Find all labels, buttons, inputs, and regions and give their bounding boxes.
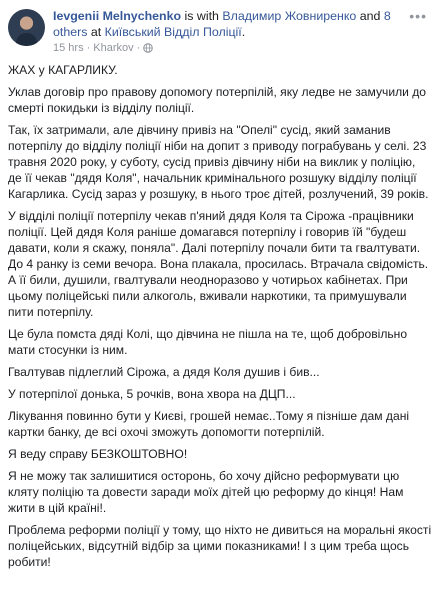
timestamp-link[interactable]: 15 hrs xyxy=(53,42,84,54)
period-text: . xyxy=(241,25,246,39)
globe-icon[interactable] xyxy=(143,43,153,53)
meta-separator-2: · xyxy=(136,42,141,54)
others-link[interactable]: 8 others xyxy=(53,9,391,39)
with-text: is with xyxy=(181,9,223,23)
post-header xyxy=(0,0,436,54)
post-paragraph: Так, їх затримали, але дівчину привіз на "Опелі" сусід, який заманив потерпілу до відділу поліції ніби на допит з приводу пограбувань у селі. 23 травня 2020 року, у суботу, сусід привіз дівчину ніби на виклик у поліцію, де її чекав "дядя Коля", начальник кримінального розшуку відділу поліції Кагарлика. Сусід зараз у розшуку, в нього троє дітей, розлучений, 39 років. xyxy=(8,123,429,201)
post-byline xyxy=(53,8,428,40)
post-paragraph: У відділі поліції потерпілу чекав п'яний дядя Коля та Сірожа -працівники поліції. Цей дядя Коля раніше домагався потерпілу і говорив їй "будеш давати, коли я скажу, поняла". Далі потерпілу почали бити та гвалтувати. До 4 ранку із семи вечора. Вона плакала, просилась. Втрачала свідомість. А її били, душили, гвалтували неодноразово у чотирьох кабінетах. При цьому поліцейські пили алкоголь, вживали наркотики, та примушували пити потерпілу. xyxy=(8,209,429,319)
post-paragraph: Лікування повинно бути у Києві, грошей немає..Тому я пізніше дам дані картки банку, де всі охочі зможуть допомогти потерпілій. xyxy=(8,409,410,439)
post-meta xyxy=(53,42,153,54)
post-paragraph: ЖАХ у КАГАРЛИКУ. xyxy=(8,63,118,77)
post-paragraph: Я не можу так залишитися осторонь, бо хочу дійсно реформувати цю кляту поліцію та довести заради моїх дітей цю реформу до кінця! Нам жити в цій країні!. xyxy=(8,469,404,515)
author-avatar[interactable] xyxy=(8,9,45,46)
place-link[interactable]: Київський Відділ Поліції xyxy=(104,25,242,39)
post-paragraph: Це була помста дяді Колі, що дівчина не пішла на те, щоб добровільно мати стосунки із ним. xyxy=(8,327,408,357)
and-text: and xyxy=(356,9,384,23)
at-text: at xyxy=(87,25,105,39)
location-link[interactable]: Kharkov xyxy=(93,42,134,54)
meta-separator: · xyxy=(86,42,91,54)
post-paragraph: Гвалтував підлеглий Сірожа, а дядя Коля душив і бив... xyxy=(8,365,320,379)
post-paragraph: Я веду справу БЕЗКОШТОВНО! xyxy=(8,447,188,461)
post-paragraph: Уклав договір про правову допомогу потерпілій, яку ледве не замучили до смерті покидьки із відділу поліції. xyxy=(8,85,427,115)
post-paragraph: У потерпілої донька, 5 рочків, вона хвора на ДЦП... xyxy=(8,387,296,401)
more-options-icon[interactable]: ••• xyxy=(409,8,427,24)
post-paragraph: Проблема реформи поліції у тому, що ніхто не дивиться на моральні якості поліцейських, відсутній відбір за цими показниками! І з цим треба щось робити! xyxy=(8,523,432,569)
tagged-user-link[interactable]: Владимир Жовниренко xyxy=(222,9,357,23)
post-body xyxy=(8,62,432,576)
author-name-link[interactable]: Ievgenii Melnychenko xyxy=(53,9,182,23)
